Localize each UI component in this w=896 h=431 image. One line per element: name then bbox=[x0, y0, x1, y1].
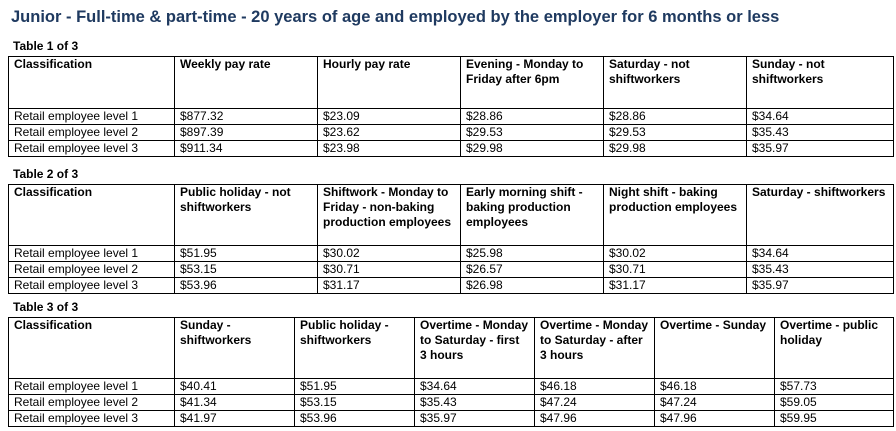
table-cell: $51.95 bbox=[175, 246, 318, 262]
table-2-caption: Table 2 of 3 bbox=[13, 167, 79, 181]
table-cell: Retail employee level 3 bbox=[9, 278, 175, 294]
column-header: Night shift - baking production employees bbox=[604, 185, 747, 246]
table-cell: $53.15 bbox=[175, 262, 318, 278]
table-cell: Retail employee level 2 bbox=[9, 395, 175, 411]
table-row bbox=[9, 246, 894, 262]
table-cell: $53.96 bbox=[295, 411, 415, 427]
table-cell: $29.53 bbox=[604, 125, 747, 141]
table-cell: $26.98 bbox=[461, 278, 604, 294]
table-cell: $59.05 bbox=[775, 395, 894, 411]
column-header: Hourly pay rate bbox=[318, 57, 461, 109]
table-header-row bbox=[9, 57, 894, 109]
table-3 bbox=[8, 317, 894, 427]
table-row bbox=[9, 278, 894, 294]
table-cell: Retail employee level 1 bbox=[9, 246, 175, 262]
column-header: Classification bbox=[9, 318, 175, 379]
column-header: Saturday - not shiftworkers bbox=[604, 57, 747, 109]
column-header: Early morning shift - baking production employees bbox=[461, 185, 604, 246]
table-row bbox=[9, 125, 894, 141]
table-1-caption: Table 1 of 3 bbox=[13, 39, 79, 53]
column-header: Sunday - shiftworkers bbox=[175, 318, 295, 379]
table-cell: $23.98 bbox=[318, 141, 461, 157]
table-2 bbox=[8, 184, 894, 294]
table-3-caption: Table 3 of 3 bbox=[13, 300, 79, 314]
table-cell: $30.71 bbox=[604, 262, 747, 278]
table-cell: $47.24 bbox=[535, 395, 655, 411]
table-cell: Retail employee level 3 bbox=[9, 141, 175, 157]
table-cell: $35.97 bbox=[415, 411, 535, 427]
column-header: Evening - Monday to Friday after 6pm bbox=[461, 57, 604, 109]
table-cell: $47.24 bbox=[655, 395, 775, 411]
table-cell: $23.09 bbox=[318, 109, 461, 125]
table-cell: $35.43 bbox=[747, 125, 894, 141]
table-cell: $41.97 bbox=[175, 411, 295, 427]
table-cell: $35.43 bbox=[415, 395, 535, 411]
table-cell: $30.02 bbox=[318, 246, 461, 262]
table-1 bbox=[8, 56, 894, 157]
table-cell: Retail employee level 2 bbox=[9, 125, 175, 141]
table-cell: $53.15 bbox=[295, 395, 415, 411]
table-cell: $46.18 bbox=[655, 379, 775, 395]
table-cell: $28.86 bbox=[461, 109, 604, 125]
column-header: Saturday - shiftworkers bbox=[747, 185, 894, 246]
column-header: Classification bbox=[9, 57, 175, 109]
column-header: Overtime - Monday to Saturday - after 3 hours bbox=[535, 318, 655, 379]
table-cell: $25.98 bbox=[461, 246, 604, 262]
table-cell: $877.32 bbox=[175, 109, 318, 125]
table-cell: Retail employee level 2 bbox=[9, 262, 175, 278]
table-row bbox=[9, 109, 894, 125]
table-cell: $35.97 bbox=[747, 278, 894, 294]
table-row bbox=[9, 395, 894, 411]
column-header: Public holiday - not shiftworkers bbox=[175, 185, 318, 246]
table-cell: $28.86 bbox=[604, 109, 747, 125]
table-header-row bbox=[9, 185, 894, 246]
table-cell: Retail employee level 3 bbox=[9, 411, 175, 427]
table-cell: $31.17 bbox=[318, 278, 461, 294]
table-cell: $41.34 bbox=[175, 395, 295, 411]
table-cell: $53.96 bbox=[175, 278, 318, 294]
table-cell: $51.95 bbox=[295, 379, 415, 395]
table-cell: $35.97 bbox=[747, 141, 894, 157]
table-cell: $34.64 bbox=[415, 379, 535, 395]
table-cell: $30.71 bbox=[318, 262, 461, 278]
table-cell: $26.57 bbox=[461, 262, 604, 278]
column-header: Overtime - public holiday bbox=[775, 318, 894, 379]
table-cell: $897.39 bbox=[175, 125, 318, 141]
column-header: Overtime - Monday to Saturday - first 3 hours bbox=[415, 318, 535, 379]
page-title: Junior - Full-time & part-time - 20 years of age and employed by the employer for 6 months or less bbox=[11, 8, 780, 26]
table-cell: $35.43 bbox=[747, 262, 894, 278]
table-cell: $47.96 bbox=[655, 411, 775, 427]
table-cell: $46.18 bbox=[535, 379, 655, 395]
table-cell: $34.64 bbox=[747, 246, 894, 262]
column-header: Shiftwork - Monday to Friday - non-baking production employees bbox=[318, 185, 461, 246]
table-cell: $29.98 bbox=[461, 141, 604, 157]
table-cell: $47.96 bbox=[535, 411, 655, 427]
table-cell: $34.64 bbox=[747, 109, 894, 125]
table-cell: $31.17 bbox=[604, 278, 747, 294]
column-header: Public holiday - shiftworkers bbox=[295, 318, 415, 379]
table-cell: Retail employee level 1 bbox=[9, 379, 175, 395]
table-row bbox=[9, 379, 894, 395]
table-header-row bbox=[9, 318, 894, 379]
table-cell: $40.41 bbox=[175, 379, 295, 395]
table-row bbox=[9, 411, 894, 427]
table-cell: $29.53 bbox=[461, 125, 604, 141]
column-header: Weekly pay rate bbox=[175, 57, 318, 109]
table-cell: Retail employee level 1 bbox=[9, 109, 175, 125]
column-header: Sunday - not shiftworkers bbox=[747, 57, 894, 109]
table-row bbox=[9, 262, 894, 278]
table-row bbox=[9, 141, 894, 157]
table-cell: $57.73 bbox=[775, 379, 894, 395]
table-cell: $59.95 bbox=[775, 411, 894, 427]
table-cell: $29.98 bbox=[604, 141, 747, 157]
table-cell: $911.34 bbox=[175, 141, 318, 157]
column-header: Overtime - Sunday bbox=[655, 318, 775, 379]
table-cell: $23.62 bbox=[318, 125, 461, 141]
column-header: Classification bbox=[9, 185, 175, 246]
table-cell: $30.02 bbox=[604, 246, 747, 262]
